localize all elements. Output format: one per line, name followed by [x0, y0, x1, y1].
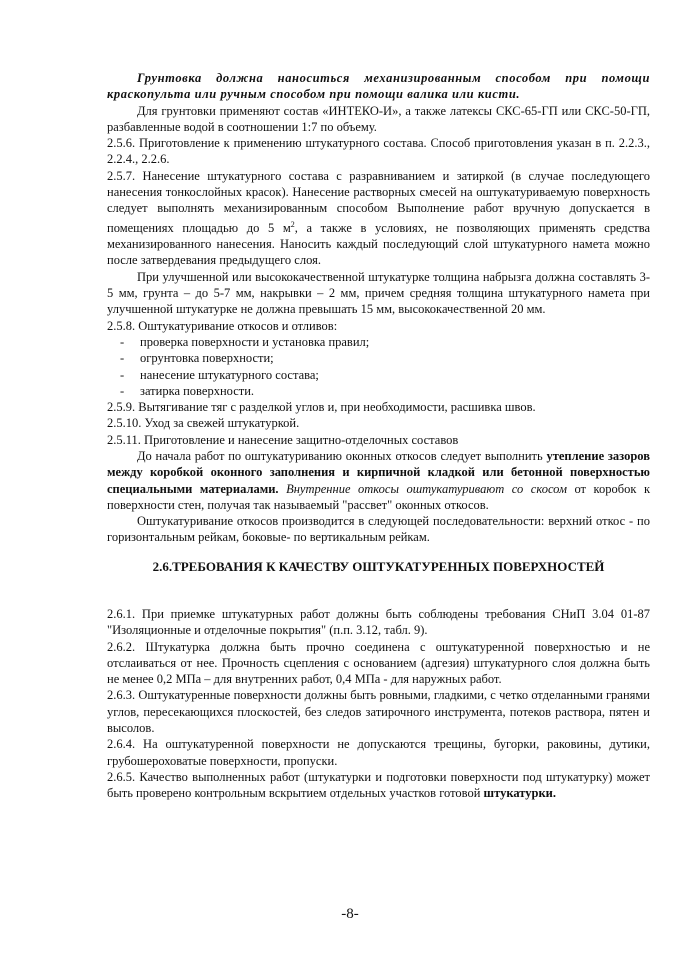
- section-2-5-10: 2.5.10. Уход за свежей штукатуркой.: [107, 416, 300, 431]
- section-2-5-7-superscript: 2: [290, 219, 295, 229]
- section-2-5-7: [107, 168, 650, 269]
- slopes-paragraph: [107, 448, 650, 513]
- section-2-6-4: 2.6.4. На оштукатуренной поверхности не допускаются трещины, бугорки, раковины, дутики, грубошероховатые поверхности, пропуски.: [107, 737, 650, 768]
- section-2-5-9: 2.5.9. Вытягивание тяг с разделкой углов и, при необходимости, расшивка швов.: [107, 400, 536, 415]
- slopes-text-d: от коробок к поверхности стен, получая так называемый "рассвет" оконных откосов.: [107, 481, 651, 512]
- section-2-6-5: [107, 769, 650, 802]
- plaster-thickness-paragraph: При улучшенной или высококачественной штукатурке толщина набрызга должна составлять 3-5 мм, грунта – до 5-7 мм, накрывки – 2 мм, причем средняя толщина штукатурного намета при улучшенной штукатурке не должна превышать 15 мм, высококачественной 20 мм.: [107, 269, 650, 317]
- list-item: - нанесение штукатурного состава;: [120, 367, 650, 383]
- slopes-sequence-paragraph: Оштукатуривание откосов производится в следующей последовательности: верхний откос - по горизонтальным рейкам, боковые- по вертикальным рейкам.: [107, 514, 650, 545]
- slopes-text-a: До начала работ по оштукатуриванию оконных откосов следует выполнить: [137, 448, 543, 463]
- section-2-6-3: 2.6.3. Оштукатуренные поверхности должны быть ровными, гладкими, с четко отделанными гранями углов, пересекающихся плоскостей, без следов затирочного инструмента, потеков раствора, пятен и высолов.: [107, 688, 650, 736]
- primer-composition-paragraph: Для грунтовки применяют состав «ИНТЕКО-И», а также латексы СКС-65-ГП или СКС-50-ГП, разбавленные водой в соотношении 1:7 по объему.: [107, 103, 650, 134]
- page-number: -8-: [341, 906, 359, 922]
- section-2-5-7-text-a: 2.5.7. Нанесение штукатурного состава с разравниванием и затиркой (в случае последующего нанесения тонкослойных красок). Нанесение растворных смесей на оштукатуриваемую поверхность следует выполнять механизированным способом Выполнение работ вручную допускается в помещениях площадью до 5 м: [107, 168, 650, 235]
- slopes-text-b: утепление зазоров между коробкой оконного заполнения и кирпичной кладкой или бетонной поверхностью специальными материалами.: [107, 448, 650, 496]
- list-item: - проверка поверхности и установка правил;: [120, 334, 650, 350]
- section-2-6-5-text: 2.6.5. Качество выполненных работ (штукатурки и подготовки поверхности под штукатурку) может быть проверено контрольным вскрытием отдельных участков готовой: [107, 769, 650, 801]
- primer-method-paragraph: [107, 70, 650, 103]
- list-item: - затирка поверхности.: [120, 383, 650, 399]
- slopes-text-c: Внутренние откосы оштукатуривают со скосом: [286, 481, 567, 496]
- section-2-5-7-text-b: , а также в условиях, не позволяющих применять средства механизированного нанесения. Наносить каждый последующий слой штукатурного намета можно после затвердевания предыдущего слоя.: [107, 220, 650, 268]
- section-2-5-6: 2.5.6. Приготовление к применению штукатурного состава. Способ приготовления указан в п. 2.2.3., 2.2.4., 2.2.6.: [107, 136, 650, 167]
- section-2-5-8-title: 2.5.8. Оштукатуривание откосов и отливов:: [107, 318, 338, 333]
- section-2-6-2: 2.6.2. Штукатурка должна быть прочно соединена с оштукатуренной поверхностью и не отслаиваться от нее. Прочность сцепления с основанием (адгезия) штукатурного слоя должна быть не менее 0,2 МПа – для внутренних работ, 0,4 МПа - для наружных работ.: [107, 639, 650, 687]
- primer-method-lead: Грунтовка должна наноситься: [137, 71, 350, 85]
- section-2-6-1: 2.6.1. При приемке штукатурных работ должны быть соблюдены требования СНиП 3.04 01-87 "Изоляционные и отделочные покрытия" (п.п. 3.12, табл. 9).: [107, 607, 650, 638]
- primer-method-rest: механизированным способом при помощи краскопульта или ручным способом при помощи валика или кисти.: [107, 71, 650, 102]
- slope-steps-list: [107, 334, 650, 399]
- quality-section: [107, 606, 650, 802]
- list-item: - огрунтовка поверхности;: [120, 350, 650, 366]
- intro-section: [107, 70, 650, 546]
- section-2-6-5-bold: штукатурки.: [483, 786, 556, 801]
- section-2-5-11: 2.5.11. Приготовление и нанесение защитно-отделочных составов: [107, 432, 459, 447]
- section-2-6-heading: 2.6.ТРЕБОВАНИЯ К КАЧЕСТВУ ОШТУКАТУРЕННЫХ ПОВЕРХНОСТЕЙ: [152, 559, 605, 574]
